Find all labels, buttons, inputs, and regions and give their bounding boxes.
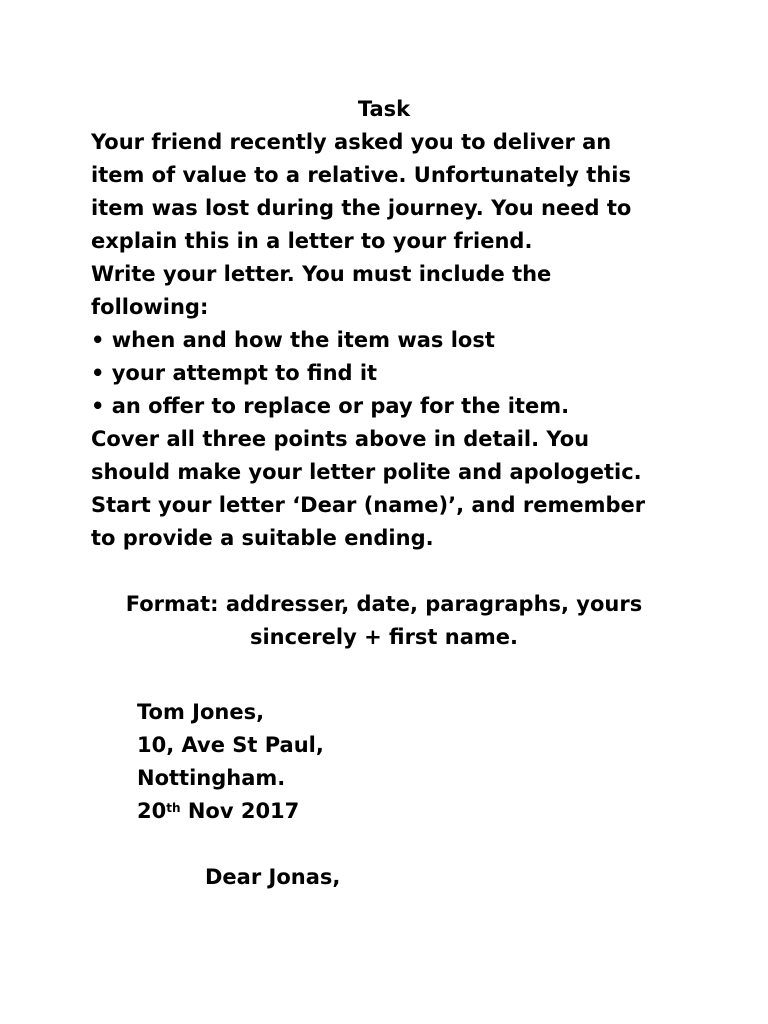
task-line: item was lost during the journey. You need to (91, 196, 632, 220)
bullet-item: • an offer to replace or pay for the item. (91, 394, 570, 418)
task-line: Write your letter. You must include the (91, 262, 552, 286)
bullet-item: • when and how the item was lost (91, 328, 495, 352)
task-line: explain this in a letter to your friend. (91, 229, 533, 253)
task-line: to provide a suitable ending. (91, 526, 434, 550)
format-note (0, 588, 768, 654)
letter-salutation: Dear Jonas, (205, 865, 341, 889)
task-line: Cover all three points above in detail. You (91, 427, 590, 451)
task-line: following: (91, 295, 209, 319)
format-note-line: Format: addresser, date, paragraphs, yours (125, 592, 643, 616)
date-suffix: th (166, 801, 181, 815)
date-month-year: Nov 2017 (180, 799, 300, 823)
task-heading: Task (357, 97, 411, 121)
format-note-line: sincerely + first name. (249, 625, 519, 649)
sender-street: 10, Ave St Paul, (137, 733, 324, 757)
task-line: Your friend recently asked you to deliver an (91, 130, 612, 154)
date-day: 20 (137, 799, 167, 823)
sender-address (137, 696, 324, 828)
letter-date (137, 795, 324, 828)
task-line: Start your letter ‘Dear (name)’, and remember (91, 493, 646, 517)
sender-city: Nottingham. (137, 766, 286, 790)
sender-name: Tom Jones, (137, 700, 265, 724)
task-line: should make your letter polite and apologetic. (91, 460, 642, 484)
task-instructions (91, 126, 731, 555)
bullet-item: • your attempt to find it (91, 361, 378, 385)
task-line: item of value to a relative. Unfortunately this (91, 163, 631, 187)
